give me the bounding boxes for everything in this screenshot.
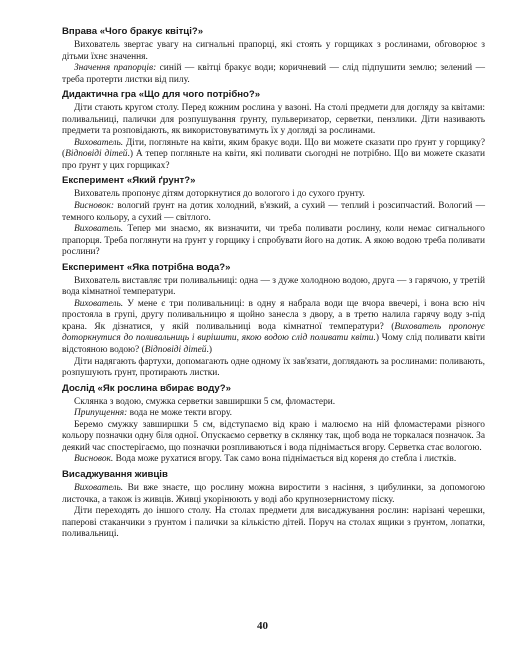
text-run: Вихователь виставляє три поливальниці: одна — з дуже холодною водою, друга — з гарячою, у третій вода кімнатної температури. [62, 275, 485, 298]
text-run: Склянка з водою, смужка серветки завширшки 5 см, фломастери. [74, 396, 336, 407]
paragraph [62, 299, 485, 357]
section-heading: Дидактична гра «Що для чого потрібно?» [62, 89, 261, 101]
section-heading: Експеримент «Який ґрунт?» [62, 175, 196, 187]
paragraph [62, 201, 485, 224]
section [62, 175, 485, 258]
section [62, 383, 485, 466]
text-run: ) Чому слід поливати квіти відстояною водою? ( [62, 333, 485, 356]
text-run: Вихователь звертає увагу на сигнальні прапорці, які стоять у горщиках з рослинами, обговорює з дітьми їхнє значення. [62, 40, 485, 62]
paragraph [62, 483, 485, 506]
text-run: .) А тепер погляньте на квіти, які поливати сьогодні не потрібно. Що ви можете сказати про ґрунт у цих горщиках? [62, 149, 486, 171]
text-run: Вода може рухатися вгору. Так само вона піднімається від кореня до стебла і листків. [113, 454, 457, 465]
text-run: вологий ґрунт на дотик холодний, в'язкий, а сухий — теплий і розсипчастий. Вологий — темного кольору, а сухий — світлого. [62, 201, 485, 223]
paragraph [62, 506, 485, 541]
paragraph [62, 103, 485, 138]
italic-text: Відповіді дітей [144, 345, 207, 356]
section [62, 469, 485, 541]
text-run: Тепер ми знаємо, як визначити, чи треба поливати рослину, коли немає сигнального прапорця. Треба поглянути на ґрунт у горщику і спробувати його на дотик. А якою водою треба поливати рослини? [62, 224, 485, 258]
italic-text: Висновок: [74, 201, 115, 212]
paragraph [62, 276, 485, 299]
paragraph [62, 138, 485, 173]
text-run: Ви вже знаєте, що рослину можна виростити з насіння, з цибулинки, за допомогою листочка, а також із живців. Живці укорінюють у воді або крупнозернистому піску. [62, 482, 485, 505]
text-run: синій — квітці бракує води; коричневий — слід підпушити землю; зелений — треба протерти листки від пилу. [62, 63, 485, 85]
italic-text: Вихователь. [74, 482, 124, 493]
text-run: .) [206, 345, 212, 356]
italic-text: Вихователь. [74, 298, 124, 309]
text-run: Діти, погляньте на квіти, яким бракує води. Що ви можете сказати про ґрунт у горщику? ( [62, 137, 485, 160]
text-run: Беремо смужку завширшки 5 см, відступаємо від краю і малюємо на ній фломастерами різного кольору позначки одну біля одної. Опускаємо серветку в склянку так, щоб вода не торкалася позначок. За деякий час спостерігаємо, що позначки розпливаються і вода піднімається вгору. Серветка стає вологою. [62, 419, 485, 453]
italic-text: Висновок. [74, 454, 114, 465]
text-run: Вихователь пропонує дітям доторкнутися до вологого і до сухого ґрунту. [74, 189, 365, 200]
text-run: Діти стають кругом столу. Перед кожним рослина у вазоні. На столі предмети для догляду за квітами: поливальниці, палички для розпушування ґрунту, пульверизатор, серветки, пензлики. Діти називають предмети та розповідають, як використовуватимуть їх у догляді за рослинами. [62, 103, 485, 137]
paragraph [62, 420, 485, 455]
italic-text: Вихователь. [74, 137, 124, 148]
page-content [62, 26, 485, 541]
paragraph [62, 408, 485, 420]
section [62, 89, 485, 172]
italic-text: Вихователь пропонує доторкнутися до поливальниць і вирішити, якою водою слід поливати квіти. [62, 321, 485, 344]
paragraph [62, 454, 485, 466]
paragraph [62, 397, 485, 409]
section-heading: Вправа «Чого бракує квітці?» [62, 26, 204, 37]
italic-text: Відповіді дітей [65, 149, 128, 160]
italic-text: Вихователь. [74, 224, 124, 235]
text-run: Діти переходять до іншого столу. На столах предмети для висаджування рослин: нарізані черешки, паперові стаканчики з ґрунтом і палички за кількістю дітей. Поруч на столах ящики з ґрунтом, лопатки, поливальниці. [62, 506, 485, 540]
section-heading: Дослід «Як рослина вбирає воду?» [62, 382, 231, 394]
paragraph [62, 63, 485, 86]
paragraph [62, 224, 485, 259]
text-run: У мене є три поливальниці: в одну я набрала води ще вчора ввечері, і вона всю ніч простояла в групі, другу поливальницю я щойно занесла з двору, а в третю налила гарячу воду з-під крана. Як дізнатися, у якій поливальниці вода кімнатної температури? ( [62, 298, 485, 332]
paragraph [62, 189, 485, 201]
paragraph [62, 357, 485, 380]
section [62, 26, 485, 86]
text-run: вода не може текти вгору. [127, 408, 232, 419]
section-heading: Висаджування живців [62, 468, 168, 480]
text-run: Діти надягають фартухи, допомагають одне одному їх зав'язати, доглядають за рослинами: поливають, розпушують ґрунт, протирають листки. [62, 356, 485, 379]
paragraph [62, 40, 485, 63]
italic-text: Припущення: [74, 408, 128, 419]
section-heading: Експеримент «Яка потрібна вода?» [62, 261, 231, 273]
section [62, 262, 485, 380]
italic-text: Значення прапорців: [74, 63, 157, 74]
page-number: 40 [257, 620, 268, 632]
